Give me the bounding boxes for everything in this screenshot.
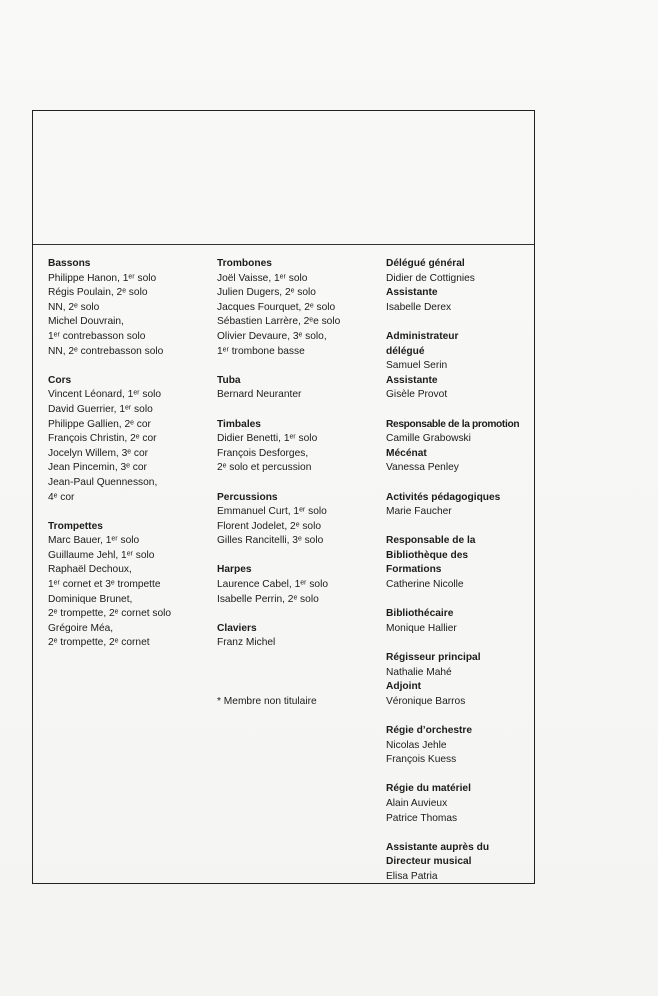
entry-line: Dominique Brunet, — [48, 593, 133, 605]
entry-line: Jacques Fourquet, 2ᵉ solo — [217, 301, 336, 313]
entry-line: Laurence Cabel, 1ᵉʳ solo — [217, 579, 329, 591]
section-heading: délégué — [386, 345, 425, 357]
section-heading: Trompettes — [48, 520, 103, 532]
spacer — [217, 359, 377, 374]
column-middle — [217, 257, 377, 709]
entry-line: Didier de Cottignies — [386, 272, 475, 284]
section-heading: Régisseur principal — [386, 652, 481, 664]
section-heading: Percussions — [217, 491, 278, 503]
entry-line: David Guerrier, 1ᵉʳ solo — [48, 403, 153, 415]
spacer — [386, 826, 536, 841]
entry-line: Philippe Gallien, 2ᵉ cor — [48, 418, 151, 430]
section-heading: Responsable de la — [386, 535, 476, 547]
spacer — [217, 651, 377, 666]
spacer — [386, 476, 536, 491]
entry-line: Julien Dugers, 2ᵉ solo — [217, 287, 316, 299]
spacer — [386, 636, 536, 651]
section-heading: Timbales — [217, 418, 261, 430]
entry-line: Bernard Neuranter — [217, 389, 302, 401]
entry-line: François Christin, 2ᵉ cor — [48, 433, 157, 445]
content-frame — [32, 110, 535, 884]
entry-line: 1ᵉʳ cornet et 3ᵉ trompette — [48, 579, 161, 591]
section-heading: Bibliothèque des — [386, 549, 469, 561]
spacer — [48, 505, 208, 520]
section-heading: Trombones — [217, 258, 272, 269]
entry-line: Guillaume Jehl, 1ᵉʳ solo — [48, 549, 155, 561]
entry-line: Marie Faucher — [386, 506, 452, 518]
spacer — [386, 403, 536, 418]
entry-line: Vincent Léonard, 1ᵉʳ solo — [48, 389, 162, 401]
column-right — [386, 257, 536, 885]
section-heading: Tuba — [217, 374, 241, 386]
spacer — [386, 520, 536, 535]
entry-line: 1ᵉʳ contrebasson solo — [48, 330, 146, 342]
entry-line: Régis Poulain, 2ᵉ solo — [48, 287, 148, 299]
entry-line: Jean Pincemin, 3ᵉ cor — [48, 462, 147, 474]
entry-line: 1ᵉʳ trombone basse — [217, 345, 305, 357]
entry-line: Nicolas Jehle — [386, 739, 447, 751]
entry-line: Franz Michel — [217, 637, 276, 649]
entry-line: Alain Auvieux — [386, 797, 448, 809]
entry-line: Vanessa Penley — [386, 462, 459, 474]
section-heading: Mécénat — [386, 447, 427, 459]
entry-line: 2ᵉ trompette, 2ᵉ cornet — [48, 637, 150, 649]
entry-line: Gisèle Provot — [386, 389, 448, 401]
spacer — [217, 666, 377, 681]
entry-line: Sébastien Larrère, 2ᵉe solo — [217, 316, 341, 328]
spacer — [217, 680, 377, 695]
section-heading: Formations — [386, 564, 442, 576]
entry-line: François Kuess — [386, 754, 457, 766]
entry-line: Gilles Rancitelli, 3ᵉ solo — [217, 535, 324, 547]
entry-line: NN, 2ᵉ contrebasson solo — [48, 345, 164, 357]
entry-line: Olivier Devaure, 3ᵉ solo, — [217, 330, 327, 342]
spacer — [217, 403, 377, 418]
spacer — [217, 607, 377, 622]
section-heading: Bibliothécaire — [386, 608, 454, 620]
section-heading: Délégué général — [386, 258, 465, 269]
section-heading: Claviers — [217, 622, 257, 634]
entry-line: Véronique Barros — [386, 695, 466, 707]
entry-line: Philippe Hanon, 1ᵉʳ solo — [48, 272, 157, 284]
header-divider — [33, 244, 534, 245]
entry-line: Florent Jodelet, 2ᵉ solo — [217, 520, 322, 532]
spacer — [217, 549, 377, 564]
entry-line: Jocelyn Willem, 3ᵉ cor — [48, 447, 149, 459]
entry-line: Isabelle Derex — [386, 301, 452, 313]
spacer — [386, 768, 536, 783]
entry-line: Michel Douvrain, — [48, 316, 124, 328]
section-heading: Harpes — [217, 564, 252, 576]
entry-line: Joël Vaisse, 1ᵉʳ solo — [217, 272, 308, 284]
section-heading: Assistante auprès du — [386, 841, 490, 853]
entry-line: Catherine Nicolle — [386, 579, 464, 591]
section-heading: Administrateur — [386, 330, 459, 342]
entry-line: 2ᵉ trompette, 2ᵉ cornet solo — [48, 608, 172, 620]
entry-line: Grégoire Méa, — [48, 622, 114, 634]
section-heading: Assistante — [386, 374, 438, 386]
entry-line: Isabelle Perrin, 2ᵉ solo — [217, 593, 319, 605]
entry-line: Patrice Thomas — [386, 812, 458, 824]
entry-line: Elisa Patria — [386, 870, 438, 882]
entry-line: Raphaël Dechoux, — [48, 564, 132, 576]
section-heading: Régie du matériel — [386, 783, 471, 795]
section-heading: Activités pédagogiques — [386, 491, 501, 503]
entry-line: 4ᵉ cor — [48, 491, 75, 503]
entry-line: Camille Grabowski — [386, 433, 471, 445]
entry-line: NN, 2ᵉ solo — [48, 301, 100, 313]
spacer — [386, 315, 536, 330]
entry-line: Marc Bauer, 1ᵉʳ solo — [48, 535, 140, 547]
section-heading: Assistante — [386, 287, 438, 299]
section-heading: Directeur musical — [386, 856, 472, 868]
spacer — [386, 709, 536, 724]
entry-line: François Desforges, — [217, 447, 309, 459]
entry-line: Didier Benetti, 1ᵉʳ solo — [217, 433, 318, 445]
section-heading: Cors — [48, 374, 72, 386]
entry-line: Samuel Serin — [386, 360, 448, 372]
section-heading: Adjoint — [386, 681, 422, 693]
entry-line: Monique Hallier — [386, 622, 457, 634]
column-left — [48, 257, 208, 651]
entry-line: Nathalie Mahé — [386, 666, 452, 678]
spacer — [48, 359, 208, 374]
entry-line: 2ᵉ solo et percussion — [217, 462, 312, 474]
spacer — [217, 476, 377, 491]
section-heading: Régie d’orchestre — [386, 725, 473, 736]
section-heading: Responsable de la promotion — [386, 418, 520, 430]
entry-line: * Membre non titulaire — [217, 695, 317, 707]
spacer — [386, 593, 536, 608]
entry-line: Jean-Paul Quennesson, — [48, 476, 158, 488]
entry-line: Emmanuel Curt, 1ᵉʳ solo — [217, 506, 327, 518]
section-heading: Bassons — [48, 258, 91, 269]
